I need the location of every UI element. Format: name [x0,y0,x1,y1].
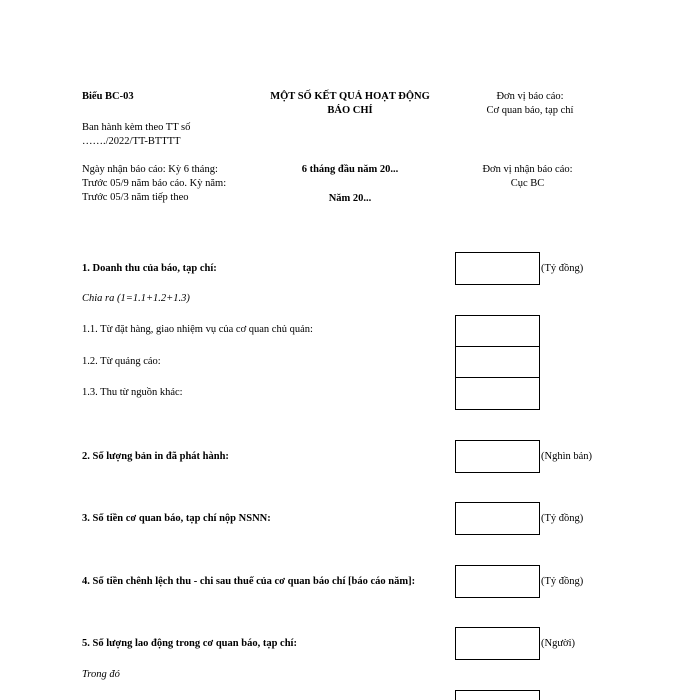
profit-unit: (Tỷ đồng) [541,576,584,587]
staff-detail-input[interactable] [455,690,540,700]
revenue-1-1-input[interactable] [455,315,540,348]
received-deadline [82,163,226,206]
issued-by [82,121,190,149]
revenue-1-3-input[interactable] [455,377,540,410]
staff-input[interactable] [455,627,540,660]
copies-unit: (Nghìn bản) [541,451,593,462]
form-title [240,90,460,118]
receiving-unit-value: Cục BC [510,178,545,190]
revenue-1-2-input[interactable] [455,346,540,379]
period-year: Năm 20... [328,193,372,204]
revenue-1-1-label: 1.1. Từ đặt hàng, giao nhiệm vụ của cơ quan chủ quản: [82,324,313,335]
tax-paid-unit: (Tỷ đồng) [541,513,584,524]
receiving-unit-label: Đơn vị nhận báo cáo: [482,164,573,175]
revenue-1-2-label: 1.2. Từ quảng cáo: [82,356,161,367]
revenue-breakdown-note: Chia ra (1=1.1+1.2+1.3) [82,293,190,304]
revenue-label: 1. Doanh thu của báo, tạp chí: [82,263,217,274]
revenue-1-3-label: 1.3. Thu từ nguồn khác: [82,387,183,398]
issued-line1: Ban hành kèm theo TT số [82,122,191,133]
form-title-line1: MỘT SỐ KẾT QUẢ HOẠT ĐỘNG [270,91,430,102]
revenue-input[interactable] [455,252,540,285]
profit-label: 4. Số tiền chênh lệch thu - chi sau thuế của cơ quan báo chí [báo cáo năm]: [82,576,416,587]
reporting-unit [470,90,590,118]
copies-label: 2. Số lượng bản in đã phát hành: [82,451,229,462]
form-code: Biểu BC-03 [82,91,134,102]
staff-label: 5. Số lượng lao động trong cơ quan báo, tạp chí: [82,638,297,649]
reporting-unit-label: Đơn vị báo cáo: [496,91,564,102]
staff-unit: (Người) [541,638,575,649]
tax-paid-input[interactable] [455,502,540,535]
received-line1: Ngày nhận báo cáo: Kỳ 6 tháng: [82,164,218,175]
profit-input[interactable] [455,565,540,598]
period-half: 6 tháng đầu năm 20... [301,164,399,175]
revenue-unit: (Tỷ đồng) [541,263,584,274]
staff-note: Trong đó [82,669,120,680]
form-title-line2: BÁO CHÍ [327,105,373,117]
receiving-unit [465,163,590,191]
received-line3: Trước 05/3 năm tiếp theo [82,192,189,204]
tax-paid-label: 3. Số tiền cơ quan báo, tạp chí nộp NSNN: [82,513,271,524]
issued-line2: ……./2022/TT-BTTTT [82,136,181,148]
copies-input[interactable] [455,440,540,473]
reporting-unit-value: Cơ quan báo, tạp chí [486,105,574,117]
received-line2: Trước 05/9 năm báo cáo. Kỳ năm: [82,178,227,190]
